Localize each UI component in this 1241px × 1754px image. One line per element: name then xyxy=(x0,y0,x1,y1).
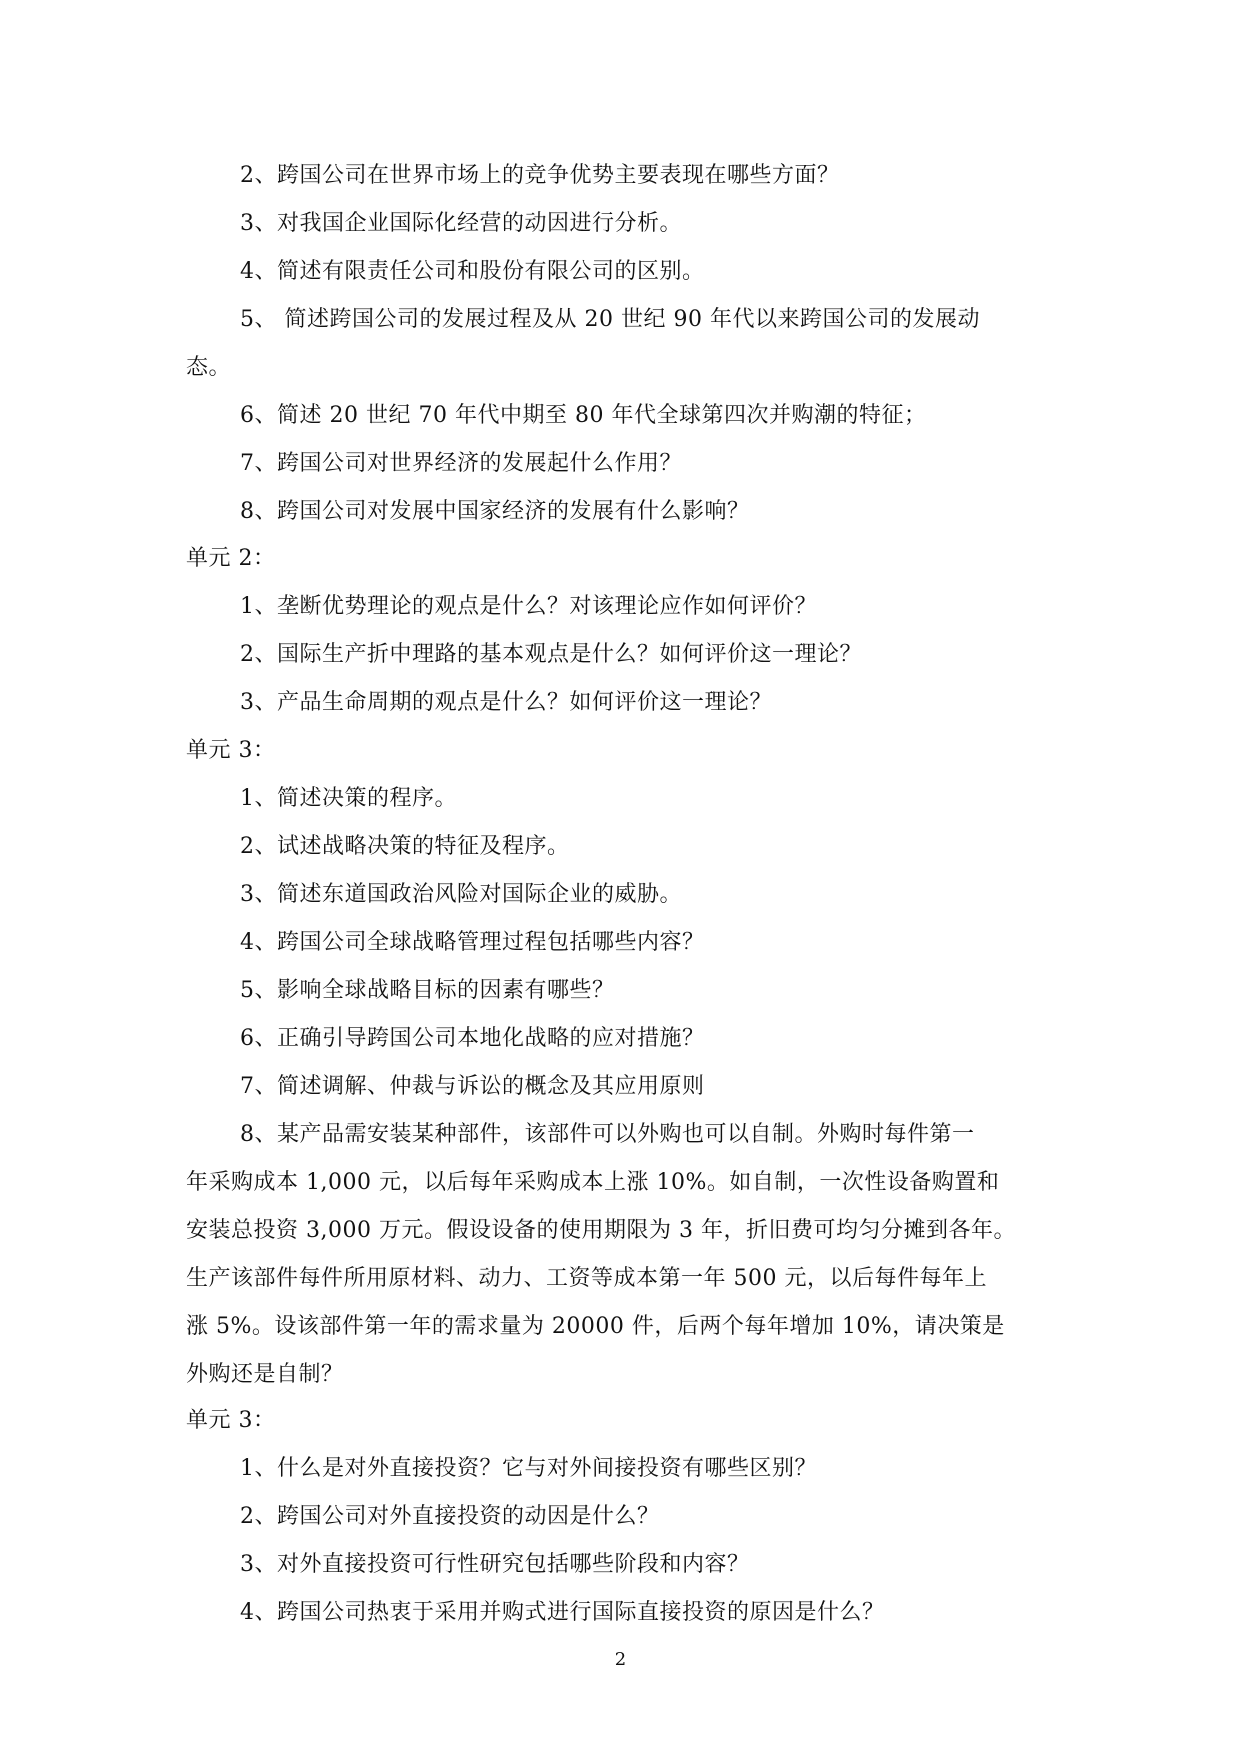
question-5-line-1: 5、 简述跨国公司的发展过程及从 20 世纪 90 年代以来跨国公司的发展动 xyxy=(240,307,980,332)
unit-3-question-7: 7、简述调解、仲裁与诉讼的概念及其应用原则 xyxy=(240,1074,705,1099)
unit-3b-question-4: 4、跨国公司热衷于采用并购式进行国际直接投资的原因是什么？ xyxy=(240,1600,885,1625)
question-5-line-2: 态。 xyxy=(186,355,232,380)
unit-3-question-4: 4、跨国公司全球战略管理过程包括哪些内容？ xyxy=(240,930,705,955)
unit-3-question-8-line-4: 生产该部件每件所用原材料、动力、工资等成本第一年 500 元，以后每件每年上 xyxy=(186,1266,987,1291)
unit-3-question-1: 1、简述决策的程序。 xyxy=(240,786,457,811)
unit-3-question-8-line-3: 安装总投资 3,000 万元。假设设备的使用期限为 3 年，折旧费可均匀分摊到各年。 xyxy=(186,1218,1016,1243)
unit-3-question-8-line-5: 涨 5%。设该部件第一年的需求量为 20000 件，后两个每年增加 10%，请决策是 xyxy=(186,1314,1005,1339)
unit-3b-question-2: 2、跨国公司对外直接投资的动因是什么？ xyxy=(240,1504,660,1529)
unit-2-heading: 单元 2： xyxy=(186,546,276,571)
unit-3-question-5: 5、影响全球战略目标的因素有哪些？ xyxy=(240,978,615,1003)
question-3: 3、对我国企业国际化经营的动因进行分析。 xyxy=(240,211,682,236)
unit-3-question-6: 6、正确引导跨国公司本地化战略的应对措施？ xyxy=(240,1026,705,1051)
unit-3-question-8-line-2: 年采购成本 1,000 元，以后每年采购成本上涨 10%。如自制，一次性设备购置和 xyxy=(186,1170,1000,1195)
unit-3-heading: 单元 3： xyxy=(186,738,276,763)
unit-3b-question-3: 3、对外直接投资可行性研究包括哪些阶段和内容？ xyxy=(240,1552,750,1577)
unit-2-question-3: 3、产品生命周期的观点是什么？如何评价这一理论？ xyxy=(240,690,772,715)
unit-2-question-2: 2、国际生产折中理路的基本观点是什么？如何评价这一理论？ xyxy=(240,642,862,667)
unit-3-second-heading: 单元 3： xyxy=(186,1408,276,1433)
question-8: 8、跨国公司对发展中国家经济的发展有什么影响？ xyxy=(240,499,750,524)
unit-3-question-2: 2、试述战略决策的特征及程序。 xyxy=(240,834,570,859)
unit-3-question-3: 3、简述东道国政治风险对国际企业的威胁。 xyxy=(240,882,682,907)
page-number: 2 xyxy=(614,1649,627,1670)
question-7: 7、跨国公司对世界经济的发展起什么作用？ xyxy=(240,451,682,476)
unit-2-question-1: 1、垄断优势理论的观点是什么？对该理论应作如何评价？ xyxy=(240,594,817,619)
question-4: 4、简述有限责任公司和股份有限公司的区别。 xyxy=(240,259,705,284)
unit-3-question-8-line-1: 8、某产品需安装某种部件，该部件可以外购也可以自制。外购时每件第一 xyxy=(240,1122,975,1147)
question-6: 6、简述 20 世纪 70 年代中期至 80 年代全球第四次并购潮的特征； xyxy=(240,403,927,428)
unit-3-question-8-line-6: 外购还是自制？ xyxy=(186,1362,344,1387)
unit-3b-question-1: 1、什么是对外直接投资？它与对外间接投资有哪些区别？ xyxy=(240,1456,817,1481)
question-2: 2、跨国公司在世界市场上的竞争优势主要表现在哪些方面？ xyxy=(240,163,840,188)
